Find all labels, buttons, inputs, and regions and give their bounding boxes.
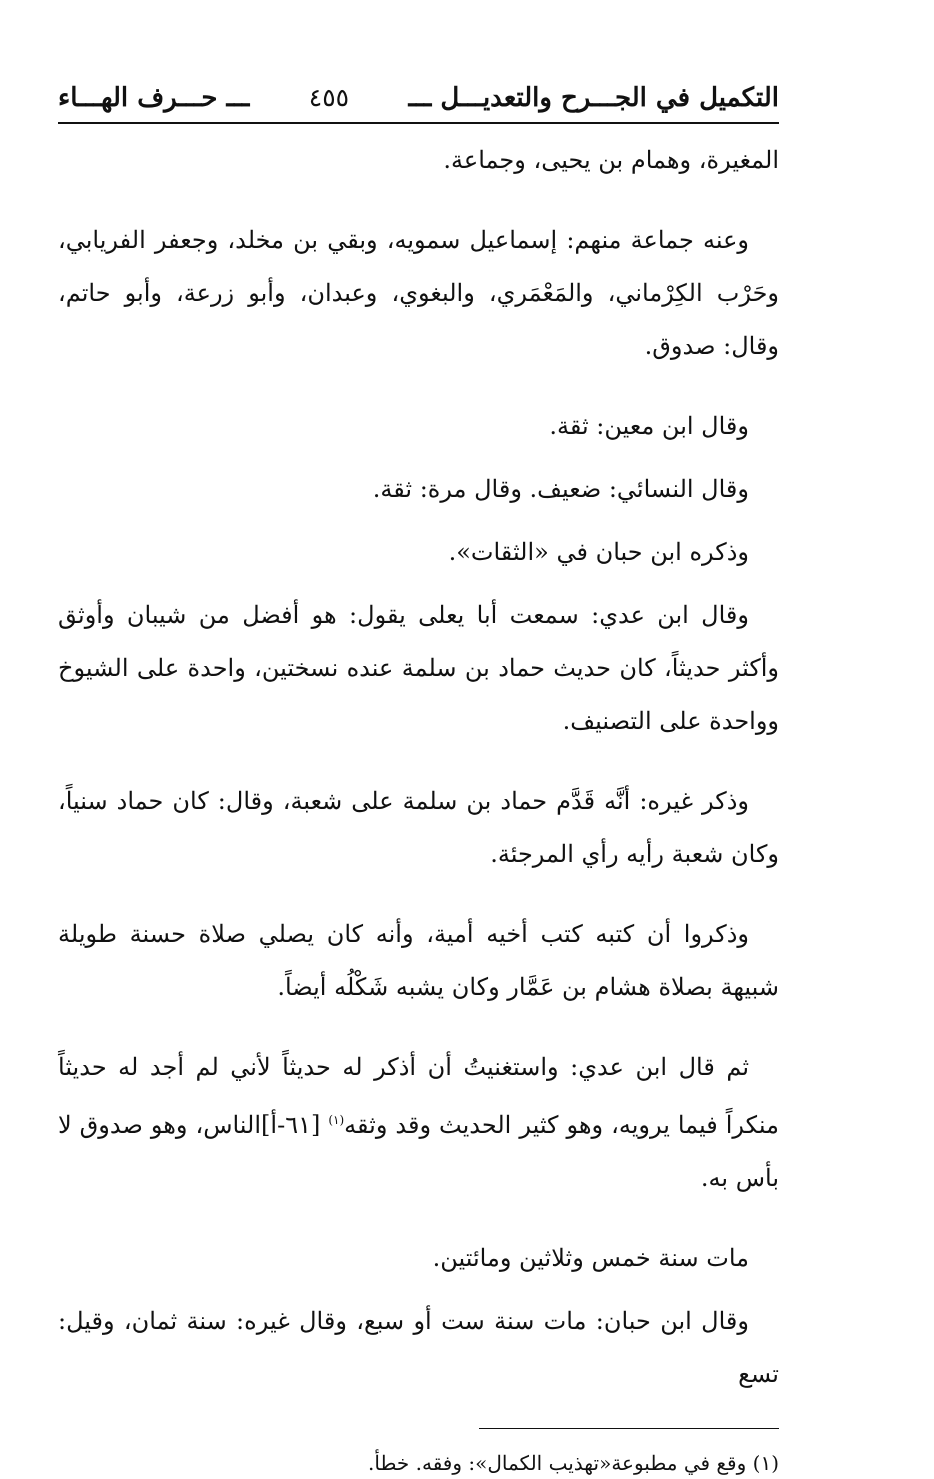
body-text	[58, 134, 779, 1401]
paragraph: وقال النسائي: ضعيف. وقال مرة: ثقة.	[372, 475, 749, 503]
footnote-divider	[479, 1428, 779, 1429]
book-title: التكميل في الجـــرح والتعديـــل ـــ	[408, 83, 779, 113]
paragraph: وذكره ابن حبان في «الثقات».	[448, 538, 749, 566]
paragraph: المغيرة، وهمام بن يحيى، وجماعة.	[443, 146, 779, 174]
paragraph: وقال ابن معين: ثقة.	[549, 412, 749, 440]
paragraph-text: ثم قال ابن عدي: واستغنيتُ أن أذكر له حديثاً لأني لم أجد له حديثاً منكراً فيما يرويه، وهو كثير الحديث وقد وثقه	[58, 1053, 780, 1139]
paragraph: وذكروا أن كتبه كتب أخيه أمية، وأنه كان يصلي صلاة حسنة طويلة شبيهة بصلاة هشام بن عَمَّار وكان يشبه شَكْلُه أيضاً.	[58, 920, 779, 1001]
paragraph: مات سنة خمس وثلاثين ومائتين.	[432, 1244, 749, 1272]
paragraph: وقال ابن حبان: مات سنة ست أو سبع، وقال غيره: سنة ثمان، وقيل: تسع	[58, 1307, 779, 1388]
footnote: (١) وقع في مطبوعة«تهذيب الكمال»: وفقه. خطأ.	[368, 1451, 779, 1475]
paragraph-text: [٦١-أ]الناس، وهو صدوق لا بأس به.	[58, 1111, 779, 1192]
running-header	[58, 78, 779, 124]
paragraph: وقال ابن عدي: سمعت أبا يعلى يقول: هو أفضل من شيبان وأوثق وأكثر حديثاً، كان حديث حماد بن سلمة عنده نسختين، واحدة على الشيوخ وواحدة على التصنيف.	[58, 601, 780, 735]
paragraph: وذكر غيره: أنَّه قَدَّم حماد بن سلمة على شعبة، وقال: كان حماد سنياً، وكان شعبة رأيه رأي المرجئة.	[58, 787, 779, 868]
page-number: ٤٥٥	[308, 83, 350, 112]
paragraph-with-footnote	[58, 1041, 779, 1205]
footnote-marker: (١)	[328, 1113, 345, 1127]
paragraph: وعنه جماعة منهم: إسماعيل سمويه، وبقي بن مخلد، وجعفر الفريابي، وحَرْب الكِرْماني، والمَعْمَري، والبغوي، وعبدان، وأبو زرعة، وأبو حاتم، وقال: صدوق.	[58, 226, 779, 360]
section-title: ـــ حـــرف الهـــاء	[58, 83, 250, 113]
